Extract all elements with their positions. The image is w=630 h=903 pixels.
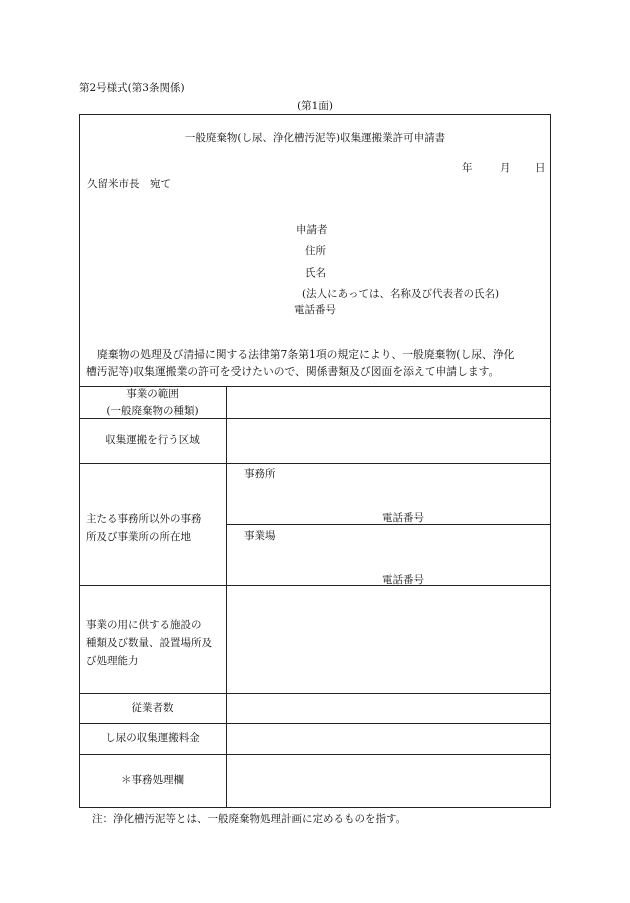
collection-area-label: 収集運搬を行う区域 — [105, 434, 200, 446]
footnote: 注：浄化槽汚泥等とは、一般廃棄物処理計画に定めるものを指す。 — [92, 813, 407, 825]
statement-line-2: 槽汚泥等)収集運搬業の許可を受けたいので、関係書類及び図面を添えて申請します。 — [86, 365, 500, 378]
addressee: 久留米市長 宛て — [87, 178, 171, 190]
site-label: 事業場 — [244, 530, 276, 542]
corporate-note: (法人にあっては、名称及び代表者の氏名) — [302, 288, 500, 300]
table-row-divider — [79, 585, 551, 586]
table-column-divider — [226, 386, 227, 808]
employees-label: 従業者数 — [131, 702, 174, 714]
date-year: 年 — [462, 162, 473, 174]
site-phone-label: 電話番号 — [382, 574, 424, 586]
business-scope-label: 事業の範囲 (一般廃棄物の種類) — [106, 388, 199, 417]
date-day: 日 — [535, 162, 546, 174]
office-use-label: ＊事務処理欄 — [121, 774, 184, 786]
table-row-divider — [79, 754, 551, 755]
office-label: 事務所 — [244, 468, 276, 480]
name-label: 氏名 — [305, 267, 326, 279]
table-row-divider — [79, 693, 551, 694]
page-label: (第1面) — [297, 100, 333, 112]
date-month: 月 — [500, 162, 511, 174]
table-row-divider — [79, 723, 551, 724]
facilities-label: 事業の用に供する施設の 種類及び数量、設置場所及 び処理能力 — [86, 619, 212, 667]
address-label: 住所 — [305, 245, 326, 257]
locations-label: 主たる事務所以外の事務 所及び事業所の所在地 — [86, 513, 202, 543]
phone-label: 電話番号 — [294, 304, 336, 316]
office-phone-label: 電話番号 — [382, 512, 424, 524]
table-row-divider — [79, 463, 551, 464]
applicant-label: 申請者 — [296, 224, 328, 236]
night-soil-fee-label: し尿の収集運搬料金 — [105, 732, 200, 744]
form-title: 一般廃棄物(し尿、浄化槽汚泥等)収集運搬業許可申請書 — [184, 132, 446, 144]
form-number: 第2号様式(第3条関係) — [79, 82, 185, 94]
statement-line-1: 廃棄物の処理及び清掃に関する法律第7条第1項の規定により、一般廃棄物(し尿、浄化 — [97, 348, 515, 361]
